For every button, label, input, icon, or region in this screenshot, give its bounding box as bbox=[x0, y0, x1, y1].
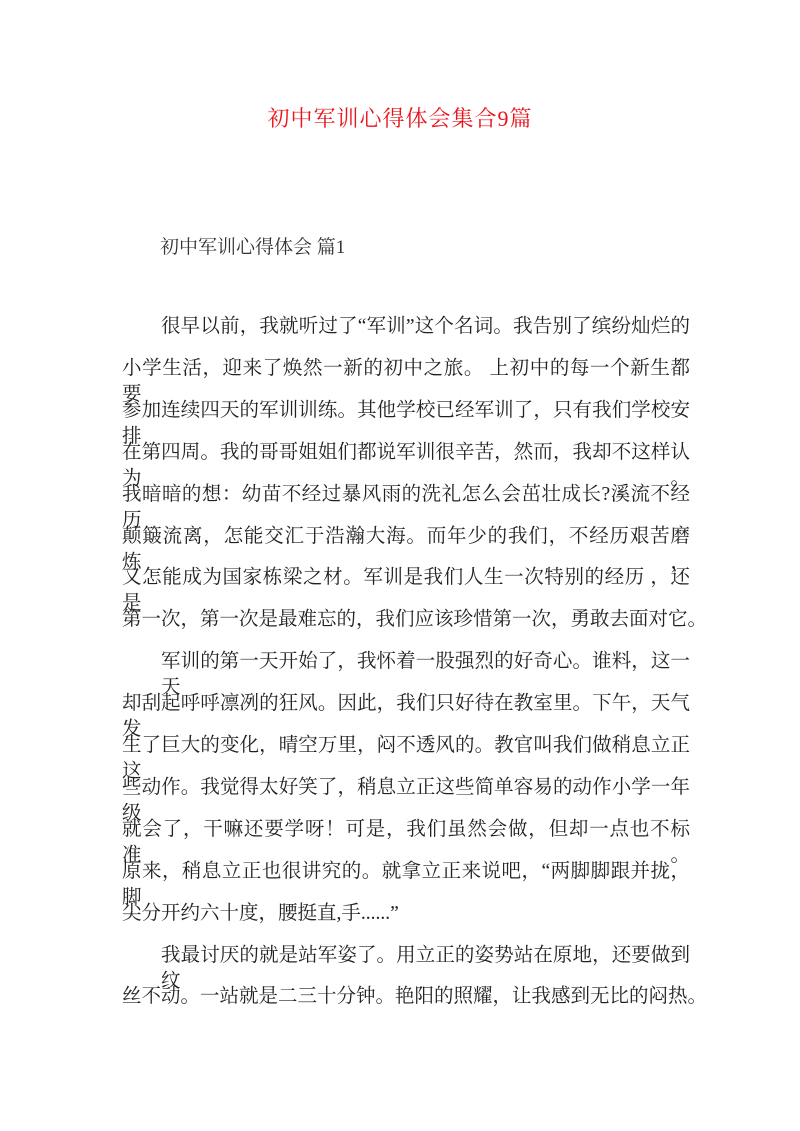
paragraph-line: 生了巨大的变化，晴空万里，闷不透风的。教官叫我们做稍息立正这 bbox=[122, 735, 690, 782]
paragraph-line: 尖分开约六十度，腰挺直,手......” bbox=[122, 902, 399, 924]
paragraph-line: 小学生活，迎来了焕然一新的初中之旅。 上初中的每一个新生都要 bbox=[122, 357, 690, 405]
paragraph-line: 参加连续四天的军训训练。其他学校已经军训了，只有我们学校安排 bbox=[122, 399, 690, 447]
paragraph-line: 原来，稍息立正也很讲究的。就拿立正来说吧，“两脚脚跟并拢，脚 bbox=[122, 860, 690, 908]
document-title: 初中军训心得体会集合9篇 bbox=[267, 106, 533, 131]
paragraph-line: 丝不动。一站就是二三十分钟。艳阳的照耀，让我感到无比的闷热。 bbox=[122, 986, 708, 1008]
paragraph-line: 又怎能成为国家栋梁之材。军训是我们人生一次特别的经历 ，还是 bbox=[122, 567, 690, 615]
paragraph-line: 就会了，干嘛还要学呀！可是，我们虽然会做，但却一点也不标准。 bbox=[122, 818, 690, 866]
paragraph-line: 第一次，第一次是最难忘的，我们应该珍惜第一次，勇敢去面对它。 bbox=[122, 609, 708, 631]
paragraph-line: 我暗暗的想：幼苗不经过暴风雨的洗礼怎么会茁壮成长?溪流不经历 bbox=[122, 483, 690, 531]
paragraph-line: 却刮起呼呼凛冽的狂风。因此，我们只好待在教室里。下午，天气发 bbox=[122, 693, 690, 741]
paragraph-line: 很早以前，我就听过了“军训”这个名词。我告别了缤纷灿烂的 bbox=[161, 316, 690, 337]
section-heading: 初中军训心得体会 篇1 bbox=[160, 237, 346, 258]
paragraph-line: 颠簸流离，怎能交汇于浩瀚大海。而年少的我们，不经历艰苦磨炼， bbox=[122, 525, 690, 573]
paragraph-line: 我最讨厌的就是站军姿了。用立正的姿势站在原地，还要做到纹 bbox=[161, 944, 690, 992]
paragraph-line: 军训的第一天开始了，我怀着一股强烈的好奇心。谁料，这一天 bbox=[161, 651, 690, 699]
paragraph-line: 在第四周。我的哥哥姐姐们都说军训很辛苦，然而，我却不这样认为。 bbox=[122, 441, 690, 489]
paragraph-line: 些动作。我觉得太好笑了，稍息立正这些简单容易的动作小学一年级 bbox=[122, 776, 690, 824]
